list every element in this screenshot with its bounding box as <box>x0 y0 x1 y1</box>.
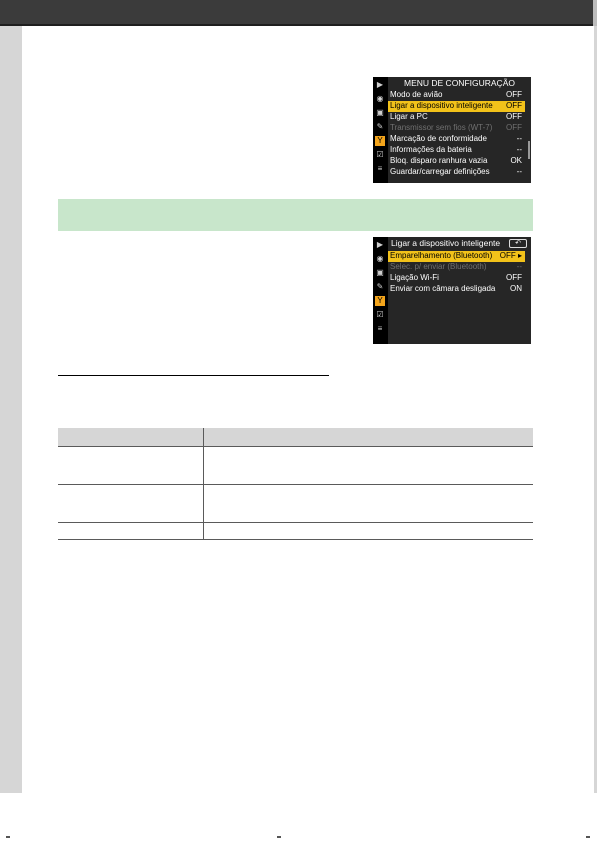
menu-item-value: OFF <box>506 273 522 282</box>
my-menu-icon[interactable]: ≡ <box>377 164 383 173</box>
table-row <box>58 446 533 484</box>
menu-item-selected[interactable] <box>388 101 525 112</box>
playback-icon[interactable]: ▶ <box>376 80 384 89</box>
menu-item-value: -- <box>516 262 522 271</box>
camera-icon[interactable]: ◉ <box>376 94 384 103</box>
underline-rule <box>58 375 329 376</box>
table-header-row <box>58 428 533 446</box>
header-notch <box>593 0 597 26</box>
menu-item[interactable] <box>388 156 525 167</box>
menu-item-disabled <box>388 262 525 273</box>
menu-item-label: Bloq. disparo ranhura vazia <box>390 156 488 165</box>
menu-title: MENU DE CONFIGURAÇÃO <box>404 78 515 88</box>
menu-item-value: -- <box>516 145 522 154</box>
menu-item-label: Informações da bateria <box>390 145 472 154</box>
menu-item-label: Transmissor sem fios (WT-7) <box>390 123 493 132</box>
menu-panel <box>388 77 531 183</box>
camera-icon[interactable]: ◉ <box>376 254 384 263</box>
menu-item-value: OFF ▸ <box>499 251 522 260</box>
bottom-mark <box>6 836 10 838</box>
table-cell <box>203 484 533 522</box>
my-menu-icon[interactable]: ≡ <box>377 324 383 333</box>
wrench-icon[interactable]: Y <box>375 136 385 146</box>
menu-item[interactable] <box>388 273 525 284</box>
movie-icon[interactable]: ▣ <box>376 268 384 277</box>
table-header-cell <box>203 428 533 446</box>
bottom-mark <box>277 836 281 838</box>
pencil-icon[interactable]: ✎ <box>376 122 384 131</box>
table-row <box>58 484 533 522</box>
table-cell <box>58 446 203 484</box>
movie-icon[interactable]: ▣ <box>376 108 384 117</box>
info-table <box>58 428 533 540</box>
menu-item-label: Emparelhamento (Bluetooth) <box>390 251 493 260</box>
menu-item[interactable] <box>388 112 525 123</box>
retouch-icon[interactable]: ☑ <box>376 310 384 319</box>
table-header-cell <box>58 428 203 446</box>
playback-icon[interactable]: ▶ <box>376 240 384 249</box>
menu-item[interactable] <box>388 284 525 295</box>
page-header-bar <box>0 0 597 26</box>
submenu-title: Ligar a dispositivo inteligente <box>391 238 501 248</box>
menu-tab-rail <box>373 77 387 183</box>
menu-item-value: OK <box>510 156 522 165</box>
menu-item-label: Modo de avião <box>390 90 443 99</box>
wrench-icon[interactable]: Y <box>375 296 385 306</box>
table-cell <box>58 484 203 522</box>
menu-item-value: OFF <box>506 101 522 110</box>
page-bottom-marks <box>0 836 597 840</box>
menu-item-label: Selec. p/ enviar (Bluetooth) <box>390 262 487 271</box>
camera-screen-setup-menu <box>373 77 531 183</box>
menu-item-label: Ligação Wi-Fi <box>390 273 439 282</box>
menu-item-label: Enviar com câmara desligada <box>390 284 496 293</box>
pencil-icon[interactable]: ✎ <box>376 282 384 291</box>
menu-item-label: Ligar a PC <box>390 112 428 121</box>
menu-item-value: ON <box>510 284 522 293</box>
menu-item-selected[interactable] <box>388 251 525 262</box>
table-cell <box>203 522 533 539</box>
left-gutter <box>0 26 22 793</box>
menu-item-value: -- <box>516 167 522 176</box>
menu-item-label: Ligar a dispositivo inteligente <box>390 101 493 110</box>
section-heading-band <box>58 199 533 231</box>
table-row <box>58 522 533 539</box>
menu-item-disabled <box>388 123 525 134</box>
menu-item-value: OFF <box>506 123 522 132</box>
submenu-panel <box>388 237 531 344</box>
table-cell <box>203 446 533 484</box>
menu-item[interactable] <box>388 167 525 178</box>
menu-item-label: Guardar/carregar definições <box>390 167 490 176</box>
menu-item[interactable] <box>388 134 525 145</box>
camera-screen-smart-device <box>373 237 531 344</box>
menu-item-value: OFF <box>506 112 522 121</box>
scrollbar[interactable] <box>528 141 530 159</box>
table-cell <box>58 522 203 539</box>
bottom-mark <box>586 836 590 838</box>
return-arrow-icon[interactable]: ↶ <box>509 239 527 248</box>
menu-item[interactable] <box>388 90 525 101</box>
menu-item-value: OFF <box>506 90 522 99</box>
menu-item[interactable] <box>388 145 525 156</box>
menu-item-value: -- <box>516 134 522 143</box>
menu-tab-rail <box>373 237 387 344</box>
menu-item-label: Marcação de conformidade <box>390 134 487 143</box>
retouch-icon[interactable]: ☑ <box>376 150 384 159</box>
